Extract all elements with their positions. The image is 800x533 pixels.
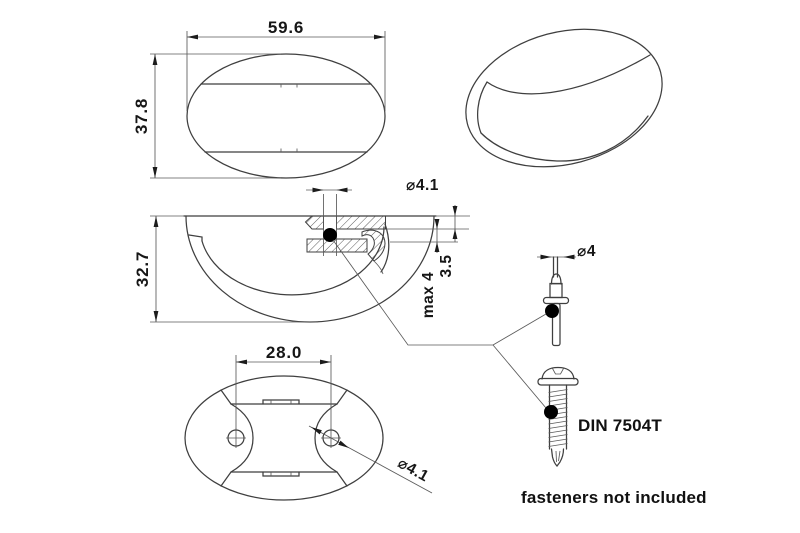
section-view: [133, 177, 470, 322]
section-height-dimension: [133, 216, 318, 322]
screw-standard-label: DIN 7504T: [578, 416, 663, 435]
hole-spacing-dimension: [236, 343, 331, 431]
section-outer-shell: [186, 216, 434, 322]
rivet-flange: [544, 298, 569, 304]
bottom-outline: [185, 376, 383, 500]
rivet-drawing: [537, 243, 596, 346]
screw-head-dome: [542, 368, 574, 380]
dim-section-height: 32.7: [133, 250, 152, 288]
screw-marker-dot: [544, 405, 558, 419]
rivet-marker-dot: [545, 304, 559, 318]
phillips-recess: [553, 369, 564, 375]
front-outline: [187, 54, 385, 178]
rivet-mandrel-head: [552, 274, 562, 284]
dim-max-panel-thickness: max 4: [420, 271, 437, 319]
front-height-dimension: [132, 54, 281, 178]
rivet-dia-dimension: [537, 243, 596, 260]
bottom-view: [185, 343, 432, 500]
dim-hole-spacing: 28.0: [265, 343, 303, 362]
section-marker-dot: [323, 228, 337, 242]
fasteners-note: fasteners not included: [521, 488, 707, 507]
dim-flange-thickness: 3.5: [438, 254, 455, 278]
section-inner-shell: [202, 227, 384, 295]
front-width-dimension: [187, 18, 385, 111]
dim-front-height: 37.8: [132, 97, 151, 135]
dim-rivet-dia: ⌀4: [577, 243, 596, 260]
screw-drawing: [538, 368, 662, 467]
screw-washer-flange: [538, 379, 578, 386]
screw-drill-point: [552, 449, 564, 466]
dim-front-width: 59.6: [267, 18, 305, 37]
dim-section-hole-dia: ⌀4.1: [406, 177, 439, 194]
dim-bottom-hole-dia: ⌀4.1: [394, 454, 432, 486]
section-mounting-boss: [306, 216, 389, 274]
perspective-view: [450, 8, 677, 187]
front-view: [132, 18, 385, 178]
rivet-body: [550, 284, 562, 298]
bottom-hole-dia-dimension: [309, 426, 432, 493]
max-panel-thickness-dimension: [420, 219, 439, 318]
perspective-band-edge: [487, 55, 650, 94]
perspective-bottom-edge: [481, 116, 648, 161]
perspective-left-edge: [478, 82, 487, 133]
section-step: [189, 235, 202, 241]
